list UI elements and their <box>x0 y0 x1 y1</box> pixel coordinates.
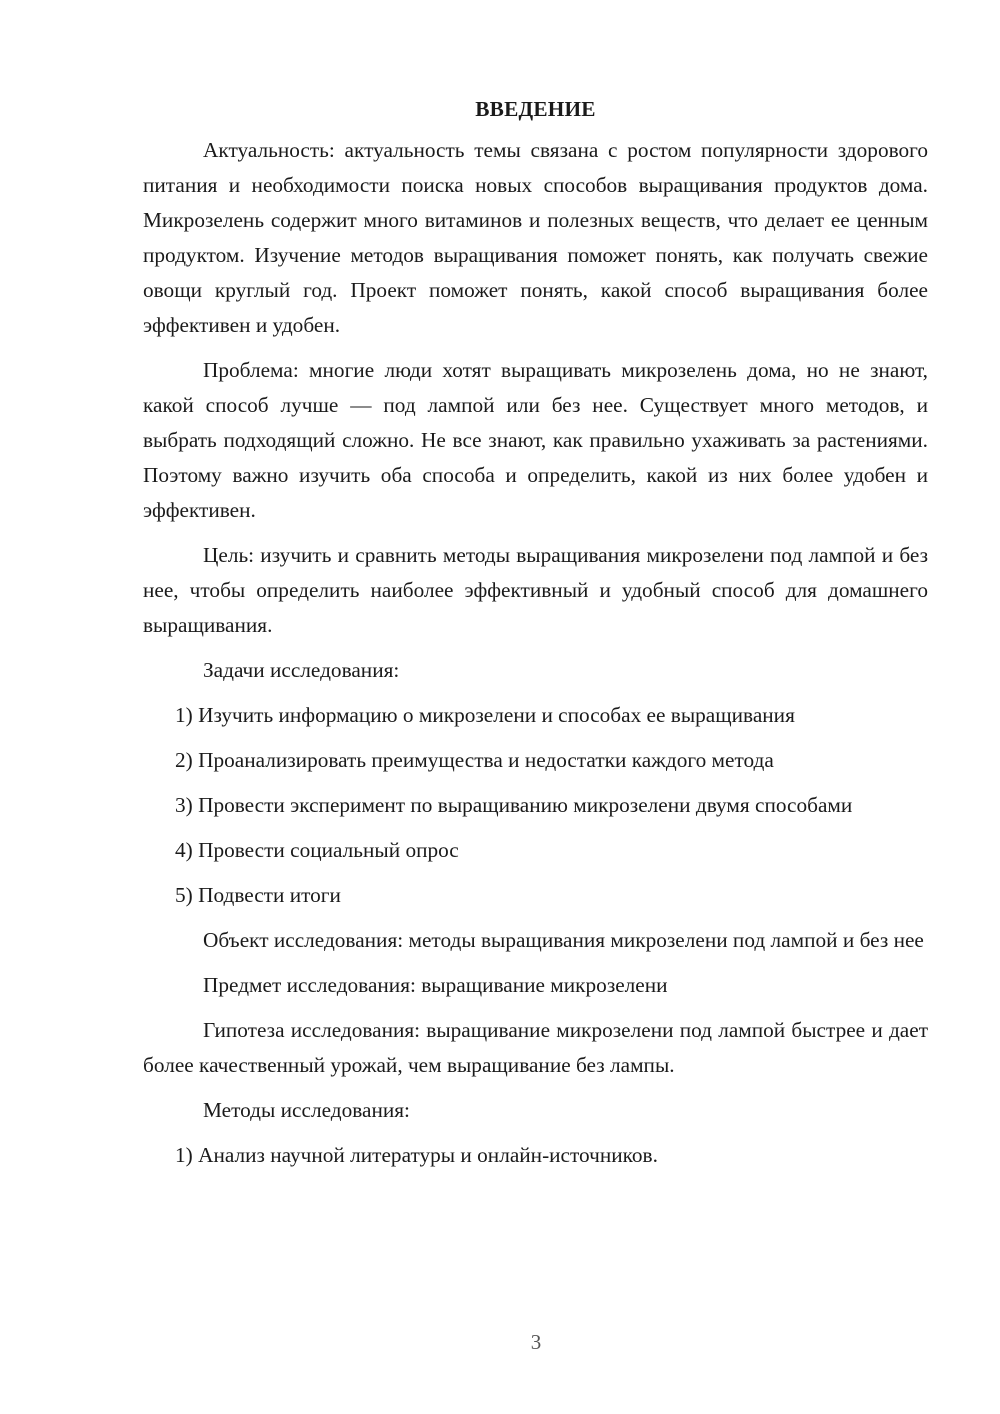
hypothesis-paragraph: Гипотеза исследования: выращивание микрозелени под лампой быстрее и дает более качественный урожай, чем выращивание без лампы. <box>143 1018 928 1077</box>
task-item: 5) Подвести итоги <box>175 883 341 907</box>
task-item: 4) Провести социальный опрос <box>175 838 459 862</box>
page-number: 3 <box>530 1330 542 1354</box>
relevance-paragraph: Актуальность: актуальность темы связана с ростом популярности здорового питания и необходимости поиска новых способов выращивания продуктов дома. Микрозелень содержит много витаминов и полезных веществ, что делает ее ценным продуктом. Изучение методов выращивания поможет понять, как получать свежие овощи круглый год. Проект поможет понять, какой способ выращивания более эффективен и удобен. <box>143 138 928 337</box>
method-item: 1) Анализ научной литературы и онлайн-источников. <box>175 1143 658 1167</box>
problem-paragraph: Проблема: многие люди хотят выращивать микрозелень дома, но не знают, какой способ лучше — под лампой или без нее. Существует много методов, и выбрать подходящий сложно. Не все знают, как правильно ухаживать за растениями. Поэтому важно изучить оба способа и определить, какой из них более удобен и эффективен. <box>143 358 928 522</box>
task-item: 2) Проанализировать преимущества и недостатки каждого метода <box>175 748 774 772</box>
subject-paragraph: Предмет исследования: выращивание микрозелени <box>203 973 668 997</box>
methods-heading: Методы исследования: <box>203 1098 410 1122</box>
task-item: 3) Провести эксперимент по выращиванию микрозелени двумя способами <box>175 793 853 817</box>
tasks-heading: Задачи исследования: <box>203 658 400 682</box>
section-title: ВВЕДЕНИЕ <box>475 97 596 121</box>
task-item: 1) Изучить информацию о микрозелени и способах ее выращивания <box>175 703 795 727</box>
document-page <box>143 92 928 1183</box>
object-paragraph: Объект исследования: методы выращивания микрозелени под лампой и без нее <box>203 928 924 952</box>
goal-paragraph: Цель: изучить и сравнить методы выращивания микрозелени под лампой и без нее, чтобы определить наиболее эффективный и удобный способ для домашнего выращивания. <box>143 543 928 637</box>
